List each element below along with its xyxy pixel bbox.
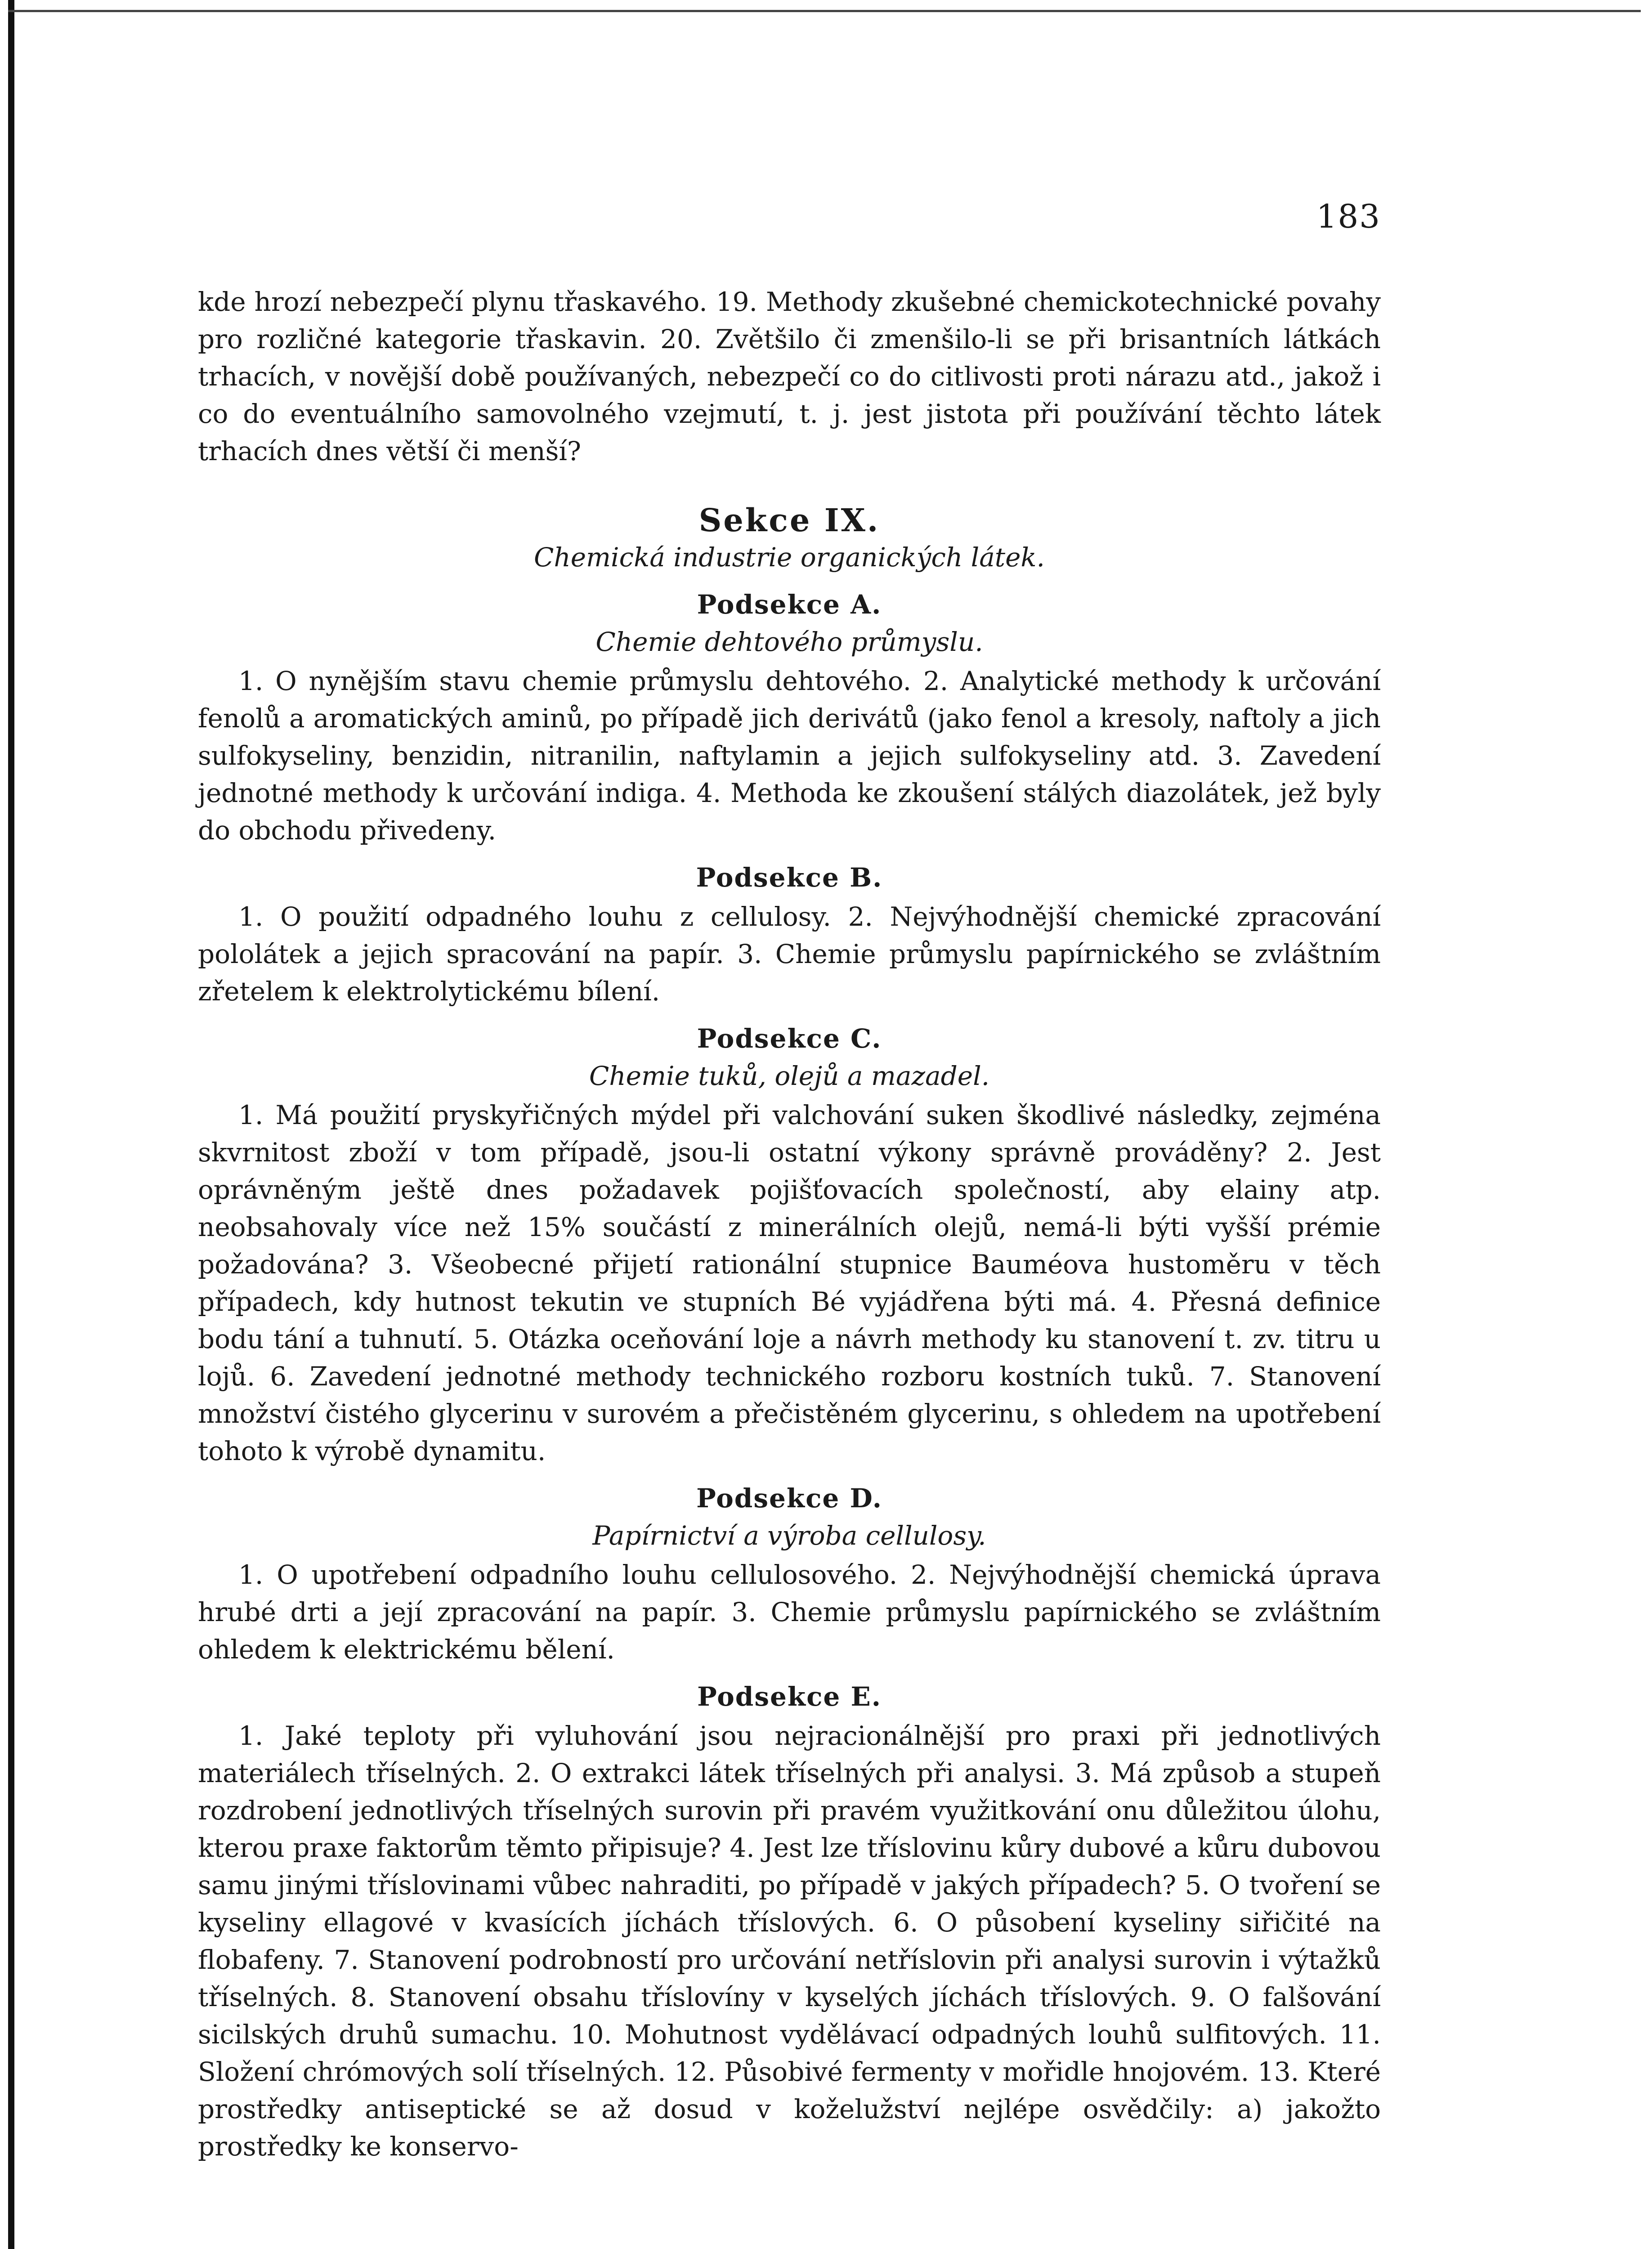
page-number: 183	[1316, 197, 1381, 235]
main-text	[198, 283, 1381, 2165]
subsection-subtitle: Chemie tuků, olejů a mazadel.	[589, 1061, 990, 1091]
subsection-text: 1. O nynějším stavu chemie průmyslu dehtového. 2. Analytické methody k určování fenolů a aromatických aminů, po případě jich derivátů (jako fenol a kresoly, naftoly a jich sulfokyseliny, benzidin, nitranilin, naftylamin a jejich sulfokyseliny atd. 3. Zavedení jednotné methody k určování indiga. 4. Methoda ke zkoušení stálých diazolátek, jež byly do obchodu přivedeny.	[198, 666, 1381, 846]
intro-paragraph: kde hrozí nebezpečí plynu třaskavého. 19. Methody zkušebné chemickotechnické povahy pro rozličné kategorie třaskavin. 20. Zvětšilo či zmenšilo-li se při brisantních látkách trhacích, v novější době používaných, nebezpečí co do citlivosti proti nárazu atd., jakož i co do eventuálního samovolného vzejmutí, t. j. jest jistota při používání těchto látek trhacích dnes větší či menší?	[198, 287, 1381, 466]
subsection-text: 1. O použití odpadného louhu z cellulosy. 2. Nejvýhodnější chemické zpracování pololátek a jejich spracování na papír. 3. Chemie průmyslu papírnického se zvláštním zřetelem k elektrolytickému bílení.	[198, 901, 1381, 1007]
subsection-subtitle: Chemie dehtového průmyslu.	[595, 627, 983, 657]
subsection-text: 1. Má použití pryskyřičných mýdel při valchování suken škodlivé následky, zejména skvrnitost zboží v tom případě, jsou-li ostatní výkony správně prováděny? 2. Jest oprávněným ještě dnes požadavek pojišťovacích společností, aby elainy atp. neobsahovaly více než 15% součástí z minerálních olejů, nemá-li býti vyšší prémie požadována? 3. Všeobecné přijetí rationální stupnice Bauméova hustoměru v těch případech, kdy hutnost tekutin ve stupních Bé vyjádřena býti má. 4. Přesná definice bodu tání a tuhnutí. 5. Otázka oceňování loje a návrh methody ku stanovení t. zv. titru u lojů. 6. Zavedení jednotné methody technického rozboru kostních tuků. 7. Stanovení množství čistého glycerinu v surovém a přečistěném glycerinu, s ohledem na upotřebení tohoto k výrobě dynamitu.	[198, 1100, 1381, 1466]
scan-top-line	[8, 10, 1641, 12]
subsection-text: 1. Jaké teploty při vyluhování jsou nejracionálnější pro praxi při jednotlivých materiálech tříselných. 2. O extrakci látek tříselných při analysi. 3. Má způsob a stupeň rozdrobení jednotlivých tříselných surovin při pravém využitkování onu důležitou úlohu, kterou praxe faktorům těmto připisuje? 4. Jest lze tříslovinu kůry dubové a kůru dubovou samu jinými tříslovinami vůbec nahraditi, po případě v jakých případech? 5. O tvoření se kyseliny ellagové v kvasících jíchách tříslových. 6. O působení kyseliny siřičité na flobafeny. 7. Stanovení podrobností pro určování netříslovin při analysi surovin i výtažků tříselných. 8. Stanovení obsahu tříslovíny v kyselých jíchách tříslových. 9. O falšování sicilských druhů sumachu. 10. Mohutnost vydělávací odpadných louhů sulfitových. 11. Složení chrómových solí tříselných. 12. Působivé fermenty v mořidle hnojovém. 13. Které prostředky antiseptické se až dosud v koželužství nejlépe osvědčily: a) jakožto prostředky ke konservo-	[198, 1720, 1381, 2162]
subsection-heading: Podsekce E.	[697, 1681, 882, 1712]
subsection-heading: Podsekce D.	[696, 1483, 882, 1514]
scan-edge	[8, 0, 14, 2249]
section-subtitle: Chemická industrie organických látek.	[533, 542, 1045, 573]
subsection-heading: Podsekce A.	[697, 589, 882, 620]
section-title: Sekce IX.	[698, 502, 880, 539]
subsection-subtitle: Papírnictví a výroba cellulosy.	[592, 1520, 986, 1551]
subsection-text: 1. O upotřebení odpadního louhu cellulosového. 2. Nejvýhodnější chemická úprava hrubé drti a její zpracování na papír. 3. Chemie průmyslu papírnického se zvláštním ohledem k elektrickému bělení.	[198, 1559, 1381, 1665]
subsection-heading: Podsekce C.	[697, 1023, 882, 1054]
subsection-heading: Podsekce B.	[696, 862, 883, 893]
